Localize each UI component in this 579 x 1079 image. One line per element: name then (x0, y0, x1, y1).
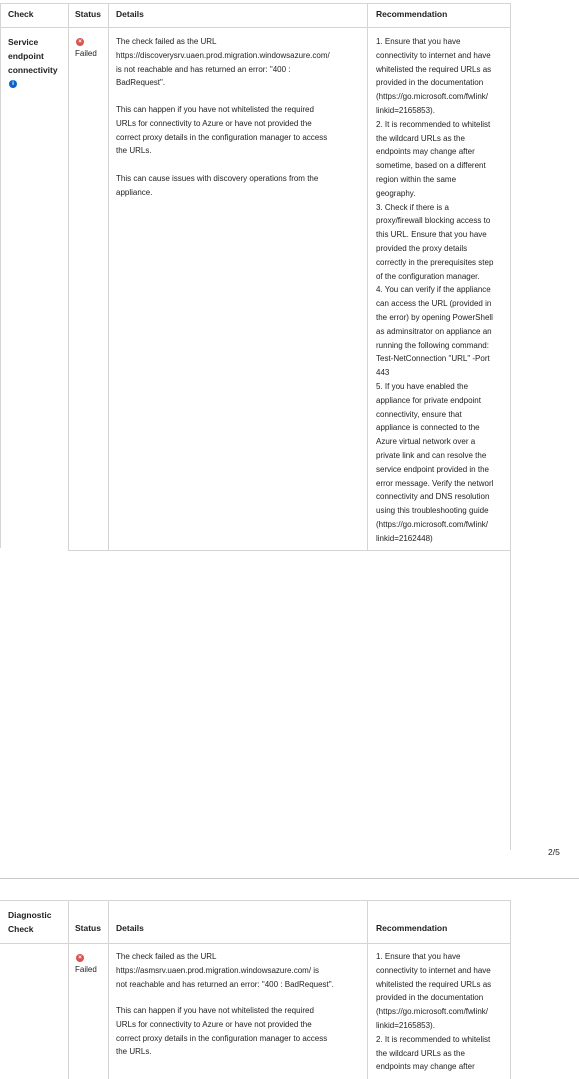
recommendation-line: 2. It is recommended to whitelist (376, 1034, 491, 1044)
recommendation-line: Test-NetConnection "URL" -Port (376, 354, 490, 364)
recommendation-line: endpoints may change after (376, 1062, 475, 1072)
recommendation-line: connectivity, ensure that (376, 409, 462, 419)
recommendation-line: linkid=2165853). (376, 1020, 435, 1030)
recommendation-line: (https://go.microsoft.com/fwlink/ (376, 92, 489, 102)
recommendation-line: linkid=2162448) (376, 533, 433, 543)
recommendation-line: this URL. Ensure that you have (376, 230, 487, 240)
recommendation-line: whitelisted the required URLs as (376, 979, 492, 989)
header-divider (0, 943, 510, 944)
recommendation-line: private link and can resolve the (376, 450, 487, 460)
header-divider (0, 27, 510, 28)
recommendation-line: linkid=2165853). (376, 105, 435, 115)
recommendation-line: proxy/firewall blocking access to (376, 216, 491, 226)
recommendation-line: (https://go.microsoft.com/fwlink/ (376, 1007, 489, 1017)
recommendation-line: can access the URL (provided in (376, 299, 492, 309)
recommendation-line: 4. You can verify if the appliance (376, 285, 491, 295)
recommendation-line: provided the proxy details (376, 243, 468, 253)
details-paragraph: This can happen if you have not whitelisted the required URLs for connectivity to Azure or have not provided the correct proxy details in the configuration manager to access the URLs. (116, 105, 328, 156)
header-recommendation: Recommendation (376, 9, 448, 19)
header-recommendation: Recommendation (376, 923, 448, 933)
recommendation-line: as adminsitrator on appliance an (376, 326, 492, 336)
page-separator (0, 878, 579, 879)
column-divider (108, 3, 109, 551)
recommendation-line: sometime, based on a different (376, 161, 486, 171)
recommendation-line: service endpoint provided in the (376, 464, 489, 474)
recommendation-line: 1. Ensure that you have (376, 37, 461, 46)
recommendation-line: 1. Ensure that you have (376, 952, 461, 961)
recommendation-line: using this troubleshooting guide (376, 506, 489, 516)
table-right-border (510, 3, 511, 850)
status-text: Failed (75, 965, 97, 974)
recommendation-line: region within the same (376, 174, 457, 184)
recommendation-text (376, 35, 510, 545)
details-paragraph: The check failed as the URL https://discoverysrv.uaen.prod.migration.windowsazure.com/ is not reachable and has returned an error: "400 : BadRequest". (116, 37, 330, 88)
recommendation-line: connectivity and DNS resolution (376, 492, 490, 502)
column-divider (68, 3, 69, 551)
recommendation-line: connectivity to internet and have (376, 50, 491, 60)
column-divider (367, 900, 368, 1079)
recommendation-line: provided in the documentation (376, 993, 484, 1003)
recommendation-line: of the configuration manager. (376, 271, 480, 281)
recommendation-line: appliance is connected to the (376, 423, 480, 433)
recommendation-line: 3. Check if there is a (376, 202, 449, 212)
row-bottom-border (68, 550, 510, 551)
recommendation-line: 2. It is recommended to whitelist (376, 119, 491, 129)
recommendation-line: running the following command: (376, 340, 489, 350)
page-number: 2/5 (548, 847, 560, 857)
status-text: Failed (75, 49, 97, 58)
recommendation-text (376, 950, 510, 1079)
recommendation-line: 443 (376, 368, 390, 378)
recommendation-line: the error) by opening PowerShell (376, 312, 493, 322)
table-top-border (0, 900, 510, 901)
details-paragraph: This can happen if you have not whitelisted the required URLs for connectivity to Azure or have not provided the correct proxy details in the configuration manager to access the URLs. (116, 1006, 328, 1057)
recommendation-line: the wildcard URLs as the (376, 1048, 465, 1058)
header-check: Check (8, 9, 34, 19)
table-top-border (0, 3, 510, 4)
table-right-border (510, 900, 511, 1079)
recommendation-line: connectivity to internet and have (376, 965, 491, 975)
table-left-border (0, 3, 1, 548)
failed-icon: × (76, 954, 84, 962)
header-details: Details (116, 923, 144, 933)
recommendation-line: appliance for private endpoint (376, 395, 481, 405)
column-divider (367, 3, 368, 551)
recommendation-line: geography. (376, 188, 416, 198)
column-divider (108, 900, 109, 1079)
header-status: Status (75, 923, 101, 933)
recommendation-line: Azure virtual network over a (376, 437, 476, 447)
header-diagnostic-check: Diagnostic Check (8, 910, 52, 934)
check-name: Service endpoint connectivity (8, 37, 58, 75)
header-status: Status (75, 9, 101, 19)
recommendation-line: correctly in the prerequisites step (376, 257, 494, 267)
info-icon[interactable]: i (9, 80, 17, 88)
recommendation-line: whitelisted the required URLs as (376, 64, 492, 74)
recommendation-line: (https://go.microsoft.com/fwlink/ (376, 519, 489, 529)
recommendation-line: endpoints may change after (376, 147, 475, 157)
details-paragraph: The check failed as the URL https://asmsrv.uaen.prod.migration.windowsazure.com/ is not reachable and has returned an error: "400 : BadRequest". (116, 952, 334, 989)
column-divider (68, 900, 69, 1079)
header-details: Details (116, 9, 144, 19)
recommendation-line: provided in the documentation (376, 78, 484, 88)
failed-icon: × (76, 38, 84, 46)
details-paragraph: This can cause issues with discovery operations from the appliance. (116, 174, 319, 197)
recommendation-line: error message. Verify the networl (376, 478, 494, 488)
recommendation-line: the wildcard URLs as the (376, 133, 465, 143)
recommendation-line: 5. If you have enabled the (376, 381, 469, 391)
